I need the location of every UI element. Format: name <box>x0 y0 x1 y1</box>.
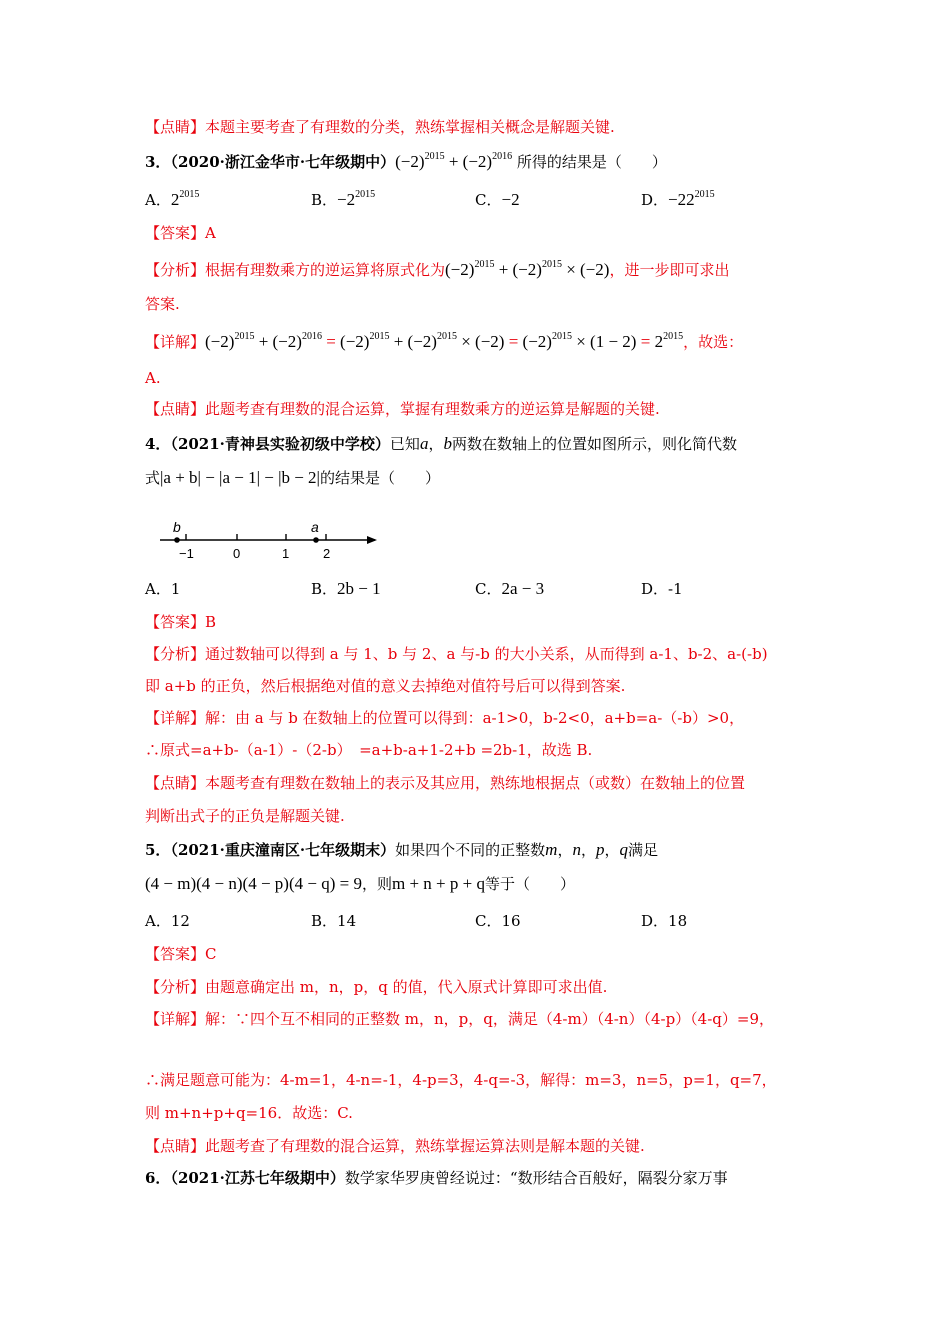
q5-detail-1: 【详解】解：∵四个互不相同的正整数 m，n，p，q，满足（4-m）（4-n）（4-p）（4-q）=9， <box>145 1010 775 1028</box>
q4-option-d: D．-1 <box>641 580 683 598</box>
q5-analysis: 【分析】由题意确定出 m，n，p，q 的值，代入原式计算即可求出值. <box>145 978 608 996</box>
q3-analysis: 【分析】根据有理数乘方的逆运算将原式化为$(-2)^{2015} + (-2)^{2015} \times (-2)$，进一步即可求出 <box>145 259 730 279</box>
q4-option-a: A．1 <box>145 580 181 598</box>
q5-stem-2: (4 − m)(4 − n)(4 − p)(4 − q) = 9，则m + n + p + q等于（ ） <box>145 874 575 893</box>
q4-tip-1: 【点睛】本题考查有理数在数轴上的表示及其应用，熟练地根据点（或数）在数轴上的位置 <box>145 774 746 792</box>
q3-analysis-end: 答案. <box>145 295 180 313</box>
number-line-arrow <box>367 536 377 544</box>
q5-detail-2: ∴满足题意可能为：4-m=1，4-n=-1，4-p=3，4-q=-3，解得：m=3，n=5，p=1，q=7， <box>145 1071 777 1089</box>
point-b <box>174 537 180 543</box>
q3-detail: 【详解】$(-2)^{2015} + (-2)^{2016} = (-2)^{2015} + (-2)^{2015} \times (-2) = (-2)^{2015} \times (1 - 2) = 2^{2015}$，故选： <box>145 331 744 351</box>
q4-stem-2: 式|a + b| − |a − 1| − |b − 2|的结果是（ ） <box>145 468 440 487</box>
q4-option-b: B．2b − 1 <box>311 579 381 598</box>
q4-detail-2: ∴原式=a+b-（a-1）-（2-b） =a+b-a+1-2+b =2b-1，故选 B. <box>145 741 593 759</box>
point-b-label: b <box>173 519 181 535</box>
q3-option-c: C．−2 <box>475 190 520 209</box>
q5-option-c: C．16 <box>475 912 521 930</box>
q4-stem: 4．（2021·青神县实验初级中学校）已知a，b两数在数轴上的位置如图所示，则化简代数 <box>145 434 737 453</box>
q4-answer: 【答案】B <box>145 613 217 631</box>
q3-tip: 【点睛】此题考查有理数的混合运算，掌握有理数乘方的逆运算是解题的关键. <box>145 400 660 418</box>
number-line <box>155 518 385 562</box>
q5-sum: m + n + p + q <box>391 874 485 893</box>
q3-detail-end: A. <box>145 369 161 387</box>
q4-tip-2: 判断出式子的正负是解题关键. <box>145 807 345 825</box>
tick-label-neg1: −1 <box>179 546 194 561</box>
q4-expression: |a + b| − |a − 1| − |b − 2| <box>160 468 320 487</box>
q3-answer: 【答案】A <box>145 224 216 242</box>
point-a-label: a <box>311 519 319 535</box>
q3-option-a: A．$2^{2015}$ <box>145 189 200 209</box>
q4-detail-1: 【详解】解：由 a 与 b 在数轴上的位置可以得到：a-1>0，b-2<0，a+b=a-（-b）>0， <box>145 709 745 727</box>
q5-tip: 【点睛】此题考查了有理数的混合运算，熟练掌握运算法则是解本题的关键. <box>145 1137 645 1155</box>
q3-option-d: D．$-22^{2015}$ <box>641 189 715 209</box>
q6-stem: 6．（2021·江苏七年级期中）数学家华罗庚曾经说过：“数形结合百般好，隔裂分家万事 <box>145 1169 728 1187</box>
q4-analysis-1: 【分析】通过数轴可以得到 a 与 1、b 与 2、a 与-b 的大小关系，从而得到 a-1、b-2、a-(-b) <box>145 645 768 663</box>
q3-analysis-expression: $(-2)^{2015} + (-2)^{2015} \times (-2)$ <box>445 259 610 279</box>
q2-tip: 【点睛】本题主要考查了有理数的分类，熟练掌握相关概念是解题关键. <box>145 118 615 136</box>
q5-option-d: D．18 <box>641 912 688 930</box>
tick-label-2: 2 <box>323 546 331 561</box>
q3-expression: $(-2)^{2015} + (-2)^{2016}$ <box>395 151 513 171</box>
q5-detail-3: 则 m+n+p+q=16．故选：C. <box>145 1104 353 1122</box>
tick-label-0: 0 <box>233 546 241 561</box>
q3-source: （2020·浙江金华市·七年级期中） <box>170 153 396 171</box>
q5-answer: 【答案】C <box>145 945 217 963</box>
point-a <box>313 537 319 543</box>
q5-option-a: A．12 <box>145 912 190 930</box>
q4-analysis-2: 即 a+b 的正负，然后根据绝对值的意义去掉绝对值符号后可以得到答案. <box>145 677 626 695</box>
q3-number: 3． <box>145 153 171 171</box>
q3-option-b: B．$-2^{2015}$ <box>311 189 376 209</box>
q4-option-c: C．2a − 3 <box>475 579 545 598</box>
q5-stem: 5．（2021·重庆潼南区·七年级期末）如果四个不同的正整数m，n，p，q满足 <box>145 840 658 859</box>
q3-stem <box>145 151 815 173</box>
q3-stem-tail: 所得的结果是（ ） <box>516 153 667 171</box>
tick-label-1: 1 <box>282 546 290 561</box>
q5-equation: (4 − m)(4 − n)(4 − p)(4 − q) = 9 <box>145 874 362 893</box>
q3-detail-expression: $(-2)^{2015} + (-2)^{2016} = (-2)^{2015} + (-2)^{2015} \times (-2) = (-2)^{2015} \times (1 - 2) = 2^{2015}$ <box>205 331 684 351</box>
q5-option-b: B．14 <box>311 912 357 930</box>
